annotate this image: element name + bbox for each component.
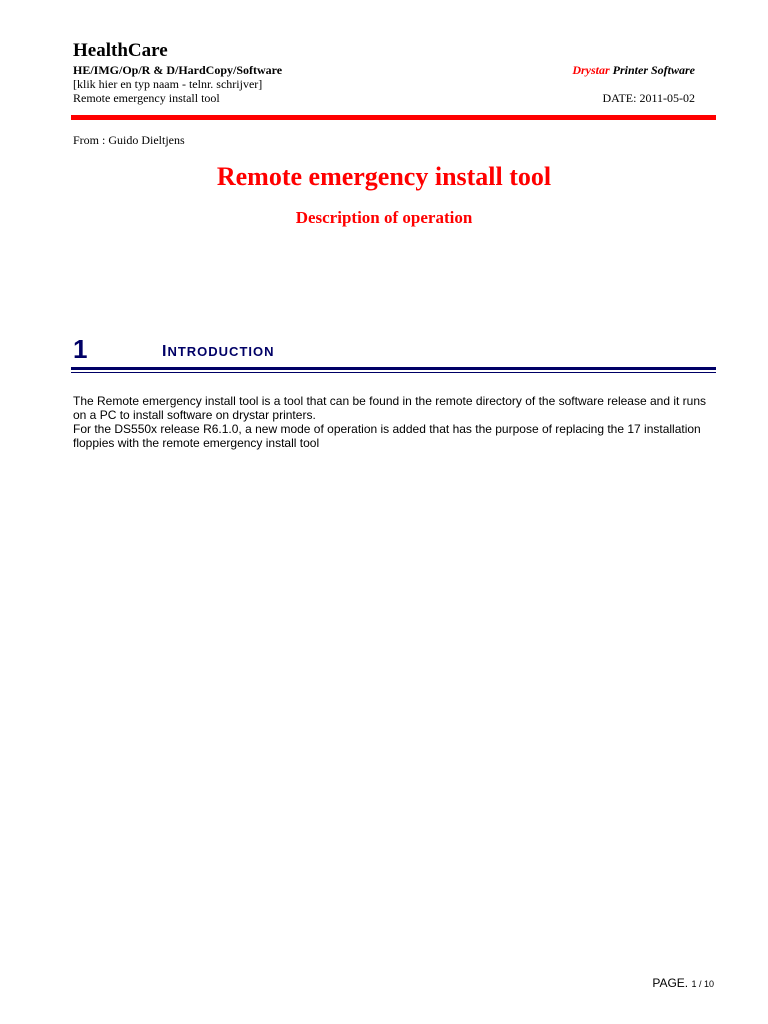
section-divider-thick: [71, 367, 716, 370]
header-date: DATE: 2011-05-02: [602, 91, 695, 105]
section-divider-thin: [71, 372, 716, 373]
department-path: HE/IMG/Op/R & D/HardCopy/Software: [73, 63, 283, 77]
brand-name: HealthCare: [73, 40, 168, 61]
section-title: [162, 344, 275, 360]
product-rest: Printer Software: [609, 63, 695, 77]
header-doc-title: Remote emergency install tool: [73, 91, 220, 105]
header-divider: [71, 115, 716, 120]
page-separator: /: [696, 979, 704, 989]
product-name: [572, 63, 695, 78]
author-placeholder[interactable]: [klik hier en typ naam - telnr. schrijver]: [73, 77, 263, 91]
page-label: PAGE.: [652, 976, 692, 990]
section-title-initial: I: [162, 343, 168, 360]
section-title-rest: NTRODUCTION: [167, 344, 275, 359]
body-paragraph: The Remote emergency install tool is a tool that can be found in the remote directory of the software release and it runs on a PC to install software on drystar printers.: [73, 394, 707, 422]
page-current: 1: [691, 979, 697, 989]
body-paragraph: For the DS550x release R6.1.0, a new mode of operation is added that has the purpose of replacing the 17 installation floppies with the remote emergency install tool: [73, 422, 701, 450]
section-body: [73, 394, 713, 450]
page-subtitle: Description of operation: [295, 208, 473, 227]
page-total: 10: [703, 979, 714, 989]
section-number: 1: [73, 334, 88, 364]
page-number: [652, 976, 714, 991]
from-line: From : Guido Dieltjens: [73, 133, 185, 147]
product-highlight: Drystar: [572, 63, 610, 77]
page-title: Remote emergency install tool: [216, 162, 552, 191]
